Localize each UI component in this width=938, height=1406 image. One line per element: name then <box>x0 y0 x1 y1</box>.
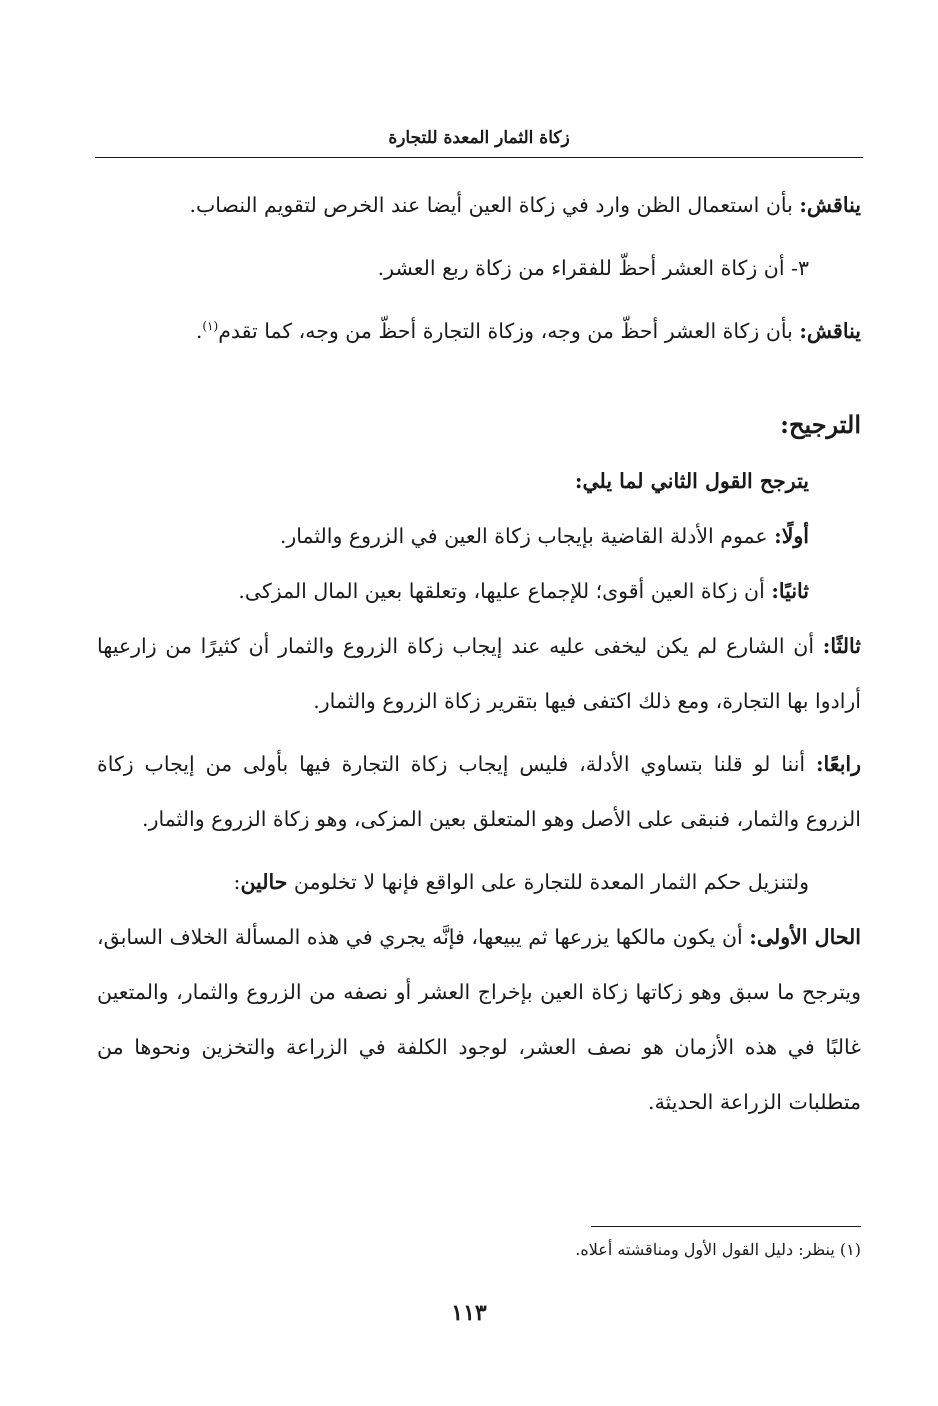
emphasis-text: حالين <box>240 870 288 894</box>
case-label: الحال الأولى: <box>749 925 862 949</box>
paragraph-third-reason <box>97 619 861 729</box>
page-number: ١١٣ <box>451 1300 487 1326</box>
paragraph-first-reason <box>97 509 861 564</box>
paragraph-text: أن زكاة العين أقوى؛ للإجماع عليها، وتعلقها بعين المال المزكى. <box>238 579 772 603</box>
paragraph-text: أننا لو قلنا بتساوي الأدلة، فليس إيجاب زكاة التجارة فيها بأولى من إيجاب زكاة الزروع والثمار، فنبقى على الأصل وهو المتعلق بعين المزكى، وهو زكاة الزروع والثمار. <box>97 752 861 831</box>
paragraph-preference-intro <box>97 454 861 509</box>
paragraph-argument-3 <box>97 241 861 296</box>
reason-label: ثالثًا: <box>822 634 861 658</box>
heading-text: الترجيح: <box>780 410 861 439</box>
footnote-rule <box>591 1226 861 1227</box>
paragraph-text: بأن زكاة العشر أحظّ من وجه، وزكاة التجارة أحظّ من وجه، كما تقدم <box>218 319 800 343</box>
paragraph-text: بأن استعمال الظن وارد في زكاة العين أيضا عند الخرص لتقويم النصاب. <box>189 193 800 217</box>
objection-label: يناقش: <box>799 319 861 343</box>
paragraph-text: يترجح القول الثاني لما يلي: <box>574 469 809 493</box>
paragraph-end: . <box>195 319 203 343</box>
running-header: زكاة الثمار المعدة للتجارة <box>388 128 570 148</box>
paragraph-text: ٣- أن زكاة العشر أحظّ للفقراء من زكاة ربع العشر. <box>377 256 809 280</box>
footnote-reference: (١) <box>202 319 219 334</box>
paragraph-objection-1 <box>97 178 861 233</box>
paragraph-first-case <box>97 910 861 1130</box>
paragraph-second-reason <box>97 564 861 619</box>
page-body <box>97 178 861 1130</box>
paragraph-fourth-reason <box>97 737 861 847</box>
reason-label: ثانيًا: <box>771 579 809 603</box>
paragraph-text: أن يكون مالكها يزرعها ثم يبيعها، فإنَّه يجري في هذه المسألة الخلاف السابق، ويترجح ما سبق وهو زكاتها زكاة العين بإخراج العشر أو نصفه من الزروع والثمار، والمتعين غالبًا في هذه الأزمان هو نصف العشر، لوجود الكلفة في الزراعة والتخزين ونحوها من متطلبات الزراعة الحديثة. <box>97 925 861 1114</box>
section-heading <box>97 397 861 454</box>
paragraph-text: أن الشارع لم يكن ليخفى عليه عند إيجاب زكاة الزروع والثمار أن كثيرًا من زارعيها أرادوا بها التجارة، ومع ذلك اكتفى فيها بتقرير زكاة الزروع والثمار. <box>97 634 861 713</box>
paragraph-text: ولتنزيل حكم الثمار المعدة للتجارة على الواقع فإنها لا تخلومن <box>287 870 809 894</box>
reason-label: أولًا: <box>774 524 809 548</box>
paragraph-objection-2 <box>97 304 861 359</box>
footnote: (١) ينظر: دليل القول الأول ومناقشته أعلاه. <box>575 1240 861 1259</box>
objection-label: يناقش: <box>799 193 861 217</box>
paragraph-text: عموم الأدلة القاضية بإيجاب زكاة العين في الزروع والثمار. <box>279 524 775 548</box>
reason-label: رابعًا: <box>815 752 861 776</box>
header-rule <box>95 157 863 158</box>
paragraph-application <box>97 855 861 910</box>
paragraph-end: : <box>233 870 241 894</box>
